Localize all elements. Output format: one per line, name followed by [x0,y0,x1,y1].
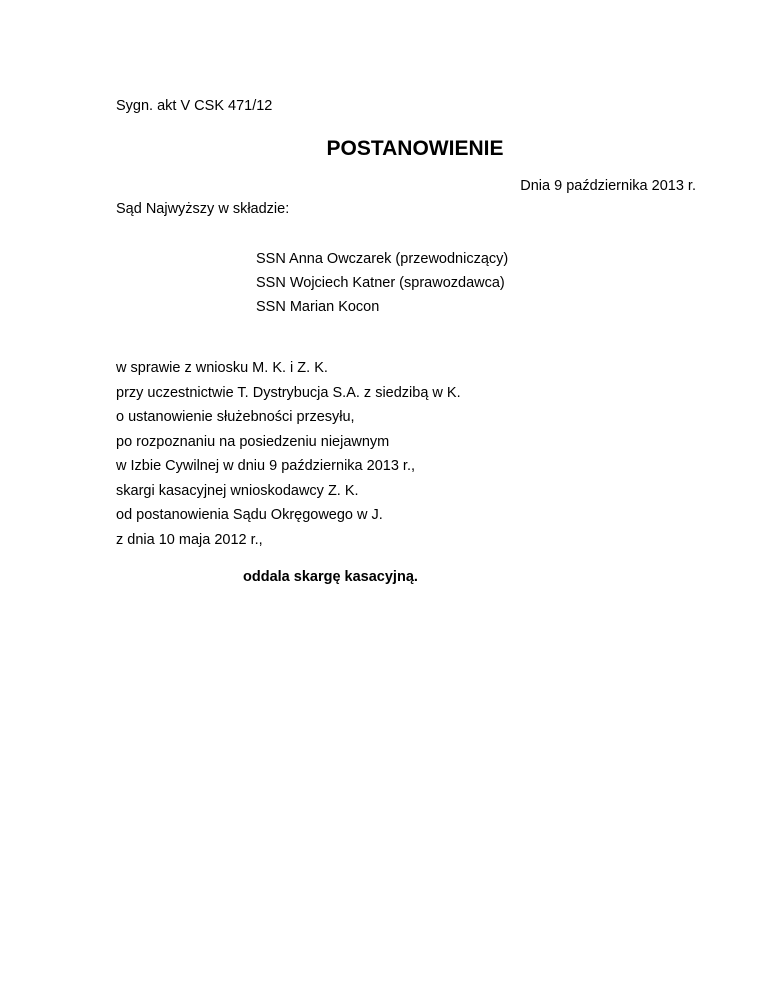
case-line: w sprawie z wniosku M. K. i Z. K. [116,360,328,376]
judge-item: SSN Wojciech Katner (sprawozdawca) [256,275,505,291]
judge-item: SSN Marian Kocon [256,299,380,315]
case-line: z dnia 10 maja 2012 r., [116,531,263,548]
case-line: po rozpoznaniu na posiedzeniu niejawnym [116,433,390,450]
document-title: POSTANOWIENIE [326,137,504,160]
case-line: przy uczestnictwie T. Dystrybucja S.A. z siedzibą w K. [116,384,461,401]
case-signature: Sygn. akt V CSK 471/12 [116,98,273,114]
ruling-text: oddala skargę kasacyjną. [243,569,418,585]
document-date: Dnia 9 października 2013 r. [520,178,696,194]
judges-list [256,250,508,322]
court-composition-label: Sąd Najwyższy w składzie: [116,201,290,217]
case-line: w Izbie Cywilnej w dniu 9 października 2013 r., [116,458,416,474]
case-line: skargi kasacyjnej wnioskodawcy Z. K. [116,482,359,499]
case-details [116,359,461,555]
case-line: od postanowienia Sądu Okręgowego w J. [116,507,383,523]
case-line: o ustanowienie służebności przesyłu, [116,409,355,425]
judge-item: SSN Anna Owczarek (przewodniczący) [256,251,509,267]
